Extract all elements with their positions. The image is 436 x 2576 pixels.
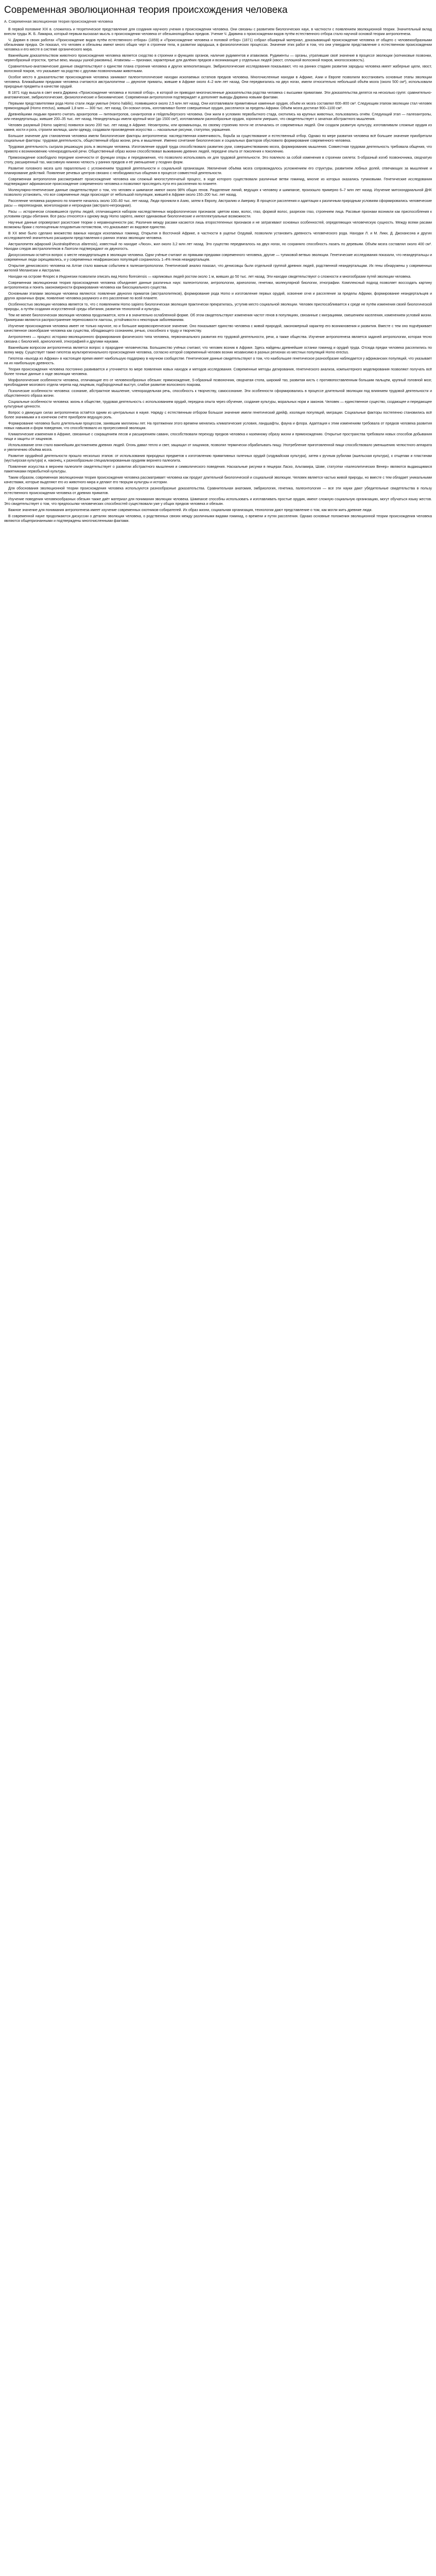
paragraph: Формирование человека было длительным процессом, занявшим миллионы лет. На протяжении этого времени менялись климатические условия, ландшафты, фауна и флора. Адаптация к этим изменениям требовала от предков человека развития новых навыков и форм поведения, что способствовало их прогрессивной эволюции.: [4, 422, 432, 430]
paragraph: Для обоснования эволюционной теории происхождения человека используются разнообразные доказательства. Сравнительная анатомия, эмбриология, генетика, палеонтология — все эти науки дают убедительные свидетельства в пользу естественного происхождения человека от древних приматов.: [4, 487, 432, 495]
paragraph: Первыми представителями рода Homo стали люди умелые (Homo habilis), появившиеся около 2,5 млн лет назад. Они изготавливали примитивные каменные орудия, объём их мозга составлял 600–800 см³. Следующим этапом эволюции стал человек прямоходящий (Homo erectus), живший 1,8 млн — 300 тыс. лет назад. Он освоил огонь, изготавливал более совершенные орудия, расселился за пределы Африки. Объём мозга достигал 900–1100 см³.: [4, 102, 432, 110]
document-page: [0, 0, 436, 523]
paragraph: Изучение поведения человекообразных обезьян также даёт материал для понимания эволюции человека. Шимпанзе способны использовать и изготавливать простые орудия, имеют сложную социальную организацию, могут обучаться языку жестов. Это свидетельствует о том, что предпосылки человеческих способностей существовали уже у общих предков человека и обезьян.: [4, 498, 432, 506]
paragraph: Психические особенности человека: сознание, абстрактное мышление, членораздельная речь, способность к творчеству, самосознание. Эти особенности сформировались в процессе длительной эволюции под влиянием трудовой деятельности и общественного образа жизни.: [4, 389, 432, 398]
paragraph: Большое значение для становления человека имели биологические факторы антропогенеза: наследственная изменчивость, борьба за существование и естественный отбор. Однако по мере развития человека всё большее значение приобретали социальные факторы: трудовая деятельность, общественный образ жизни, речь и мышление. Именно сочетание биологических и социальных факторов обусловило формирование современного человека.: [4, 134, 432, 143]
paragraph: Австралопитек афарский (Australopithecus afarensis), известный по находке «Люси», жил около 3,2 млн лет назад. Это существо передвигалось на двух ногах, но сохраняло способность лазать по деревьям. Объём мозга составлял около 400 см³. Находки следов австралопитеков в Лаэтоли подтверждают их двуногость.: [4, 243, 432, 251]
paragraph: Социальные особенности человека: жизнь в обществе, трудовая деятельность с использованием орудий, передача опыта через обучение, создание культуры, моральных норм и законов. Человек — единственное существо, создающее и передающее культурные ценности.: [4, 400, 432, 409]
paragraph: Важнейшим вопросом антропогенеза является вопрос о прародине человечества. Большинство учёных считают, что человек возник в Африке. Здесь найдены древнейшие останки гоминид и орудий труда. Отсюда предки человека расселились по всему миру. Существует также гипотеза мультирегионального происхождения человека, согласно которой современный человек возник независимо в разных регионах из местных популяций Homo erectus.: [4, 346, 432, 354]
paragraph: Древнейшими людьми принято считать архантропов — питекантропов, синантропов и гейдельбергского человека. Они жили в условиях первобытного стада, охотились на крупных животных, пользовались огнём. Следующий этап — палеоантропы, или неандертальцы, жившие 200–35 тыс. лет назад. Неандертальцы имели крупный мозг (до 1500 см³), изготавливали разнообразные орудия, хоронили умерших, что свидетельствует о зачатках абстрактного мышления.: [4, 113, 432, 121]
paragraph: В первой половине XIX в. сложилось и теоретическое представление для создания научного учения о происхождении человека. Они связаны с развитием биологических наук, в частности с появлением эволюционной теории. Значительный вклад внесли труды Ж. Б. Ламарка, который первым высказал мысль о происхождении человека от обезьяноподобных предков. Учение Ч. Дарвина о происхождении видов путём естественного отбора стало научной основой теории антропогенеза.: [4, 28, 432, 36]
document-body: [4, 27, 432, 523]
paragraph: В современной науке продолжаются дискуссии о деталях эволюции человека, о родственных связях между различными видами гоминид, о времени и путях расселения. Однако основные положения эволюционной теории происхождения человека являются общепризнанными и подтверждены многочисленными фактами.: [4, 515, 432, 523]
paragraph: Расселение человека разумного по планете началось около 100–60 тыс. лет назад. Люди проникли в Азию, затем в Европу, Австралию и Америку. В процессе расселения и адаптации к различным природным условиям сформировались человеческие расы — европеоидная, монголоидная и негроидная (австрало-негроидная).: [4, 199, 432, 208]
paragraph: Развитие орудийной деятельности прошло несколько этапов: от использования природных предметов к изготовлению примитивных галечных орудий (олдувайская культура), затем к ручным рубилам (ашельская культура), к отщепам и пластинам (мустьерская культура) и, наконец, к разнообразным специализированным орудиям верхнего палеолита.: [4, 454, 432, 463]
paragraph: Теория происхождения человека постоянно развивается и уточняется по мере появления новых находок и методов исследования. Современные методы датирования, генетического анализа, компьютерного моделирования позволяют получать всё более точные данные о ходе эволюции человека.: [4, 368, 432, 376]
paragraph: Тем не менее биологическая эволюция человека продолжается, хотя и в значительно ослабленной форме. Об этом свидетельствуют изменения частот генов в популяциях, связанные с миграциями, смешением населения, изменением условий жизни. Примерами являются распространение переносимости лактозы, устойчивости к некоторым заболеваниям.: [4, 314, 432, 322]
paragraph: Ч. Дарвин в своих работах «Происхождение видов путём естественного отбора» (1859) и «Происхождение человека и половой отбор» (1871) собрал обширный материал, доказывающий происхождение человека от общего с человекообразными обезьянами предка. Он показал, что человек и обезьяны имеют много общих черт в строении тела, в развитии зародыша, в физиологических процессах. Значение этих работ в том, что они утвердили представление о естественном происхождении человека и его месте в системе органического мира.: [4, 39, 432, 52]
paragraph: Изучение происхождения человека имеет не только научное, но и большое мировоззренческое значение. Оно показывает единство человека с живой природой, закономерный характер его возникновения и развития. Вместе с тем оно подчёркивает качественное своеобразие человека как существа, обладающего сознанием, речью, способного к труду и творчеству.: [4, 325, 432, 333]
paragraph: Сравнительно-анатомические данные свидетельствуют о единстве плана строения человека и других млекопитающих. Эмбриологические исследования показывают, что на ранних стадиях развития зародыш человека имеет жаберные щели, хвост, волосяной покров, что указывает на родство с другими позвоночными животными.: [4, 65, 432, 73]
paragraph: Вопрос о движущих силах антропогенеза остаётся одним из центральных в науке. Наряду с естественным отбором большое значение имели генетический дрейф, изоляция популяций, миграции. Социальные факторы постепенно становились всё более значимыми и в конечном счёте приобрели ведущую роль.: [4, 411, 432, 419]
document-subtitle: А. Современная эволюционная теория происхождения человека: [4, 20, 113, 24]
page-title: Современная эволюционная теория происхождения человека: [4, 5, 288, 15]
paragraph: Дискуссионным остаётся вопрос о месте неандертальцев в эволюции человека. Одни учёные считают их прямыми предками современного человека, другие — тупиковой ветвью эволюции. Генетические исследования показали, что неандертальцы и современные люди скрещивались, и у современных неафриканских популяций сохранилось 1–4% генов неандертальцев.: [4, 253, 432, 262]
paragraph: Таким образом, современная эволюционная теория происхождения человека рассматривает человека как продукт длительной биологической и социальной эволюции. Человек является частью живой природы, но вместе с тем обладает уникальными качествами, которые выделяют его из животного мира и делают его творцом культуры и истории.: [4, 476, 432, 484]
paragraph: Морфологические особенности человека, отличающие его от человекообразных обезьян: прямохождение, S-образный позвоночник, сводчатая стопа, широкий таз, развитая кисть с противопоставленным большим пальцем, крупный головной мозг, преобладание мозгового отдела черепа над лицевым, подбородочный выступ, слабое развитие волосяного покрова.: [4, 379, 432, 387]
paragraph: Находки на острове Флорес в Индонезии позволили описать вид Homo floresiensis — карликовых людей ростом около 1 м, живших до 50 тыс. лет назад. Эти находки свидетельствуют о сложности и многообразии путей эволюции человека.: [8, 275, 411, 279]
paragraph: Трудовая деятельность сыграла решающую роль в эволюции человека. Изготовление орудий труда способствовало развитию руки, совершенствованию мозга, формированию мышления. Совместная трудовая деятельность требовала общения, что привело к возникновению членораздельной речи. Общественный образ жизни способствовал выживанию древних людей, передаче опыта от поколения к поколению.: [4, 145, 432, 154]
paragraph: В 1871 году вышла в свет книга Дарвина «Происхождение человека и половой отбор», в которой он приводил многочисленные доказательства родства человека с высшими приматами. Эти доказательства делятся на несколько групп: сравнительно-анатомические, эмбриологические, физиологические и биохимические. Современная антропология подтверждает и дополняет выводы Дарвина новыми фактами.: [4, 91, 432, 99]
paragraph: Молекулярно-генетические данные свидетельствуют о том, что человек и шимпанзе имеют около 98% общих генов. Разделение линий, ведущих к человеку и шимпанзе, произошло примерно 6–7 млн лет назад. Изучение митохондриальной ДНК позволило установить, что все современные люди происходят от небольшой популяции, жившей в Африке около 150–200 тыс. лет назад.: [4, 189, 432, 197]
paragraph: Современная эволюционная теория происхождения человека объединяет данные различных наук: палеонтологии, антропологии, археологии, генетики, молекулярной биологии, этнографии. Комплексный подход позволяет воссоздать картину антропогенеза и понять закономерности формирования человека как биосоциального существа.: [4, 281, 432, 290]
paragraph: Особенностью эволюции человека является то, что с появлением Homo sapiens биологическая эволюция практически прекратилась, уступив место социальной эволюции. Человек приспосабливается к среде не путём изменения своей биологической природы, а путём создания искусственной среды обитания, развития технологий и культуры.: [4, 303, 432, 311]
paragraph: Антропогенез — процесс историко-эволюционного формирования физического типа человека, первоначального развития его трудовой деятельности, речи, а также общества. Изучение антропогенеза является задачей антропологии, которая тесно связана с биологией, археологией, этнографией и другими науками.: [4, 335, 432, 344]
paragraph: Гипотеза «выхода из Африки» в настоящее время имеет наибольшую поддержку в научном сообществе. Генетические данные свидетельствуют о том, что наибольшее генетическое разнообразие наблюдается у африканских популяций, что указывает на их наибольшую древность.: [4, 357, 432, 365]
paragraph: Использование огня стало важнейшим достижением древних людей. Огонь давал тепло и свет, защищал от хищников, позволял термически обрабатывать пищу. Употребление приготовленной пищи способствовало уменьшению челюстного аппарата и увеличению объёма мозга.: [4, 444, 432, 452]
paragraph: Расы — исторически сложившиеся группы людей, отличающиеся набором наследственных морфологических признаков: цветом кожи, волос, глаз, формой волос, разрезом глаз, строением лица. Расовые признаки возникли как приспособления к условиям среды обитания. Все расы относятся к одному виду Homo sapiens, имеют одинаковые биологические и интеллектуальные возможности.: [4, 210, 432, 218]
paragraph: Основными этапами эволюции человека являются: появление двуногих приматов (австралопитеков), формирование рода Homo и изготовление первых орудий, освоение огня и расселение за пределы Африки, формирование неандертальцев и других архаичных форм, появление человека разумного и его расселение по всей планете.: [4, 292, 432, 300]
paragraph: Научные данные опровергают расистские теории о неравноценности рас. Различия между расами касаются лишь второстепенных признаков и не затрагивают основных особенностей, определяющих человеческую сущность. Между всеми расами возможны браки с полноценным плодовитым потомством, что доказывает их видовое единство.: [4, 221, 432, 229]
paragraph: Развитие головного мозга шло параллельно с усложнением трудовой деятельности и социальной организации. Увеличение объёма мозга сопровождалось усложнением его структуры, развитием лобных долей, отвечающих за мышление и планирование действий. Появление речевых центров связано с необходимостью общения в процессе совместной деятельности.: [4, 167, 432, 175]
paragraph: Современная антропология рассматривает происхождение человека как сложный многоступенчатый процесс, в ходе которого существовали различные ветви гоминид, многие из которых оказались тупиковыми. Генетические исследования подтверждают африканское происхождение современного человека и позволяют проследить пути его расселения по планете.: [4, 178, 432, 186]
paragraph: В XX веке было сделано множество важных находок ископаемых гоминид. Открытия в Восточной Африке, в частности в ущелье Олдувай, позволили установить древность человеческого рода. Находки Л. и М. Лики, Д. Джохансона и других исследователей значительно расширили представления о ранних этапах эволюции человека.: [4, 232, 432, 240]
paragraph: Открытие денисовского человека на Алтае стало важным событием в палеоантропологии. Генетический анализ показал, что денисовцы были отдельной группой древних людей, родственной неандертальцам. Их гены обнаружены у современных жителей Меланезии и Австралии.: [4, 264, 432, 273]
paragraph: Прямохождение освободило передние конечности от функции опоры и передвижения, что позволило использовать их для трудовой деятельности. Это повлекло за собой изменения в строении скелета: S-образный изгиб позвоночника, сводчатую стопу, расширенный таз, массивную нижнюю челюсть у ранних предков и её уменьшение у поздних форм.: [4, 156, 432, 164]
paragraph: Климатические изменения в Африке, связанные с сокращением лесов и расширением саванн, способствовали переходу предков человека к наземному образу жизни и прямохождению. Открытые пространства требовали новых способов добывания пищи и защиты от хищников.: [4, 433, 432, 441]
paragraph: Особое место в доказательстве происхождения человека занимают палеонтологические находки ископаемых остатков предков человека. Многочисленные находки в Африке, Азии и Европе позволили восстановить основные этапы эволюции человека. Ближайшими предками человека считаются австралопитеки — двуногие приматы, жившие в Африке около 4–2 млн лет назад. Они передвигались на двух ногах, имели относительно небольшой объём мозга (около 500 см³), использовали природные предметы в качестве орудий.: [4, 76, 432, 89]
paragraph: Важнейшим доказательством животного происхождения человека является сходство в строении и функциях органов, наличие рудиментов и атавизмов. Рудименты — органы, утратившие своё значение в процессе эволюции (копчиковые позвонки, червеобразный отросток, третье веко, мышцы ушной раковины). Атавизмы — признаки, характерные для далёких предков и возникающие у отдельных людей (хвост, сплошной волосяной покров, многососковость).: [4, 54, 432, 62]
paragraph: Появление искусства в верхнем палеолите свидетельствует о развитии абстрактного мышления и символического поведения. Наскальные рисунки в пещерах Ласко, Альтамира, Шове, статуэтки «палеолитических Венер» являются выдающимися памятниками первобытной культуры.: [4, 465, 432, 473]
paragraph: Важное значение для понимания антропогенеза имеет изучение современных охотников-собирателей. Их образ жизни, социальная организация, технологии дают представление о том, как могли жить древние люди.: [8, 509, 373, 512]
paragraph: Человек разумный (Homo sapiens) появился около 200 тыс. лет назад в Африке. Неоантропы, или кроманьонцы, по своему строению почти не отличались от современных людей. Они создали развитую культуру, изготавливали сложные орудия из камня, кости и рога, строили жилища, шили одежду, создавали произведения искусства — наскальные рисунки, статуэтки, украшения.: [4, 124, 432, 132]
